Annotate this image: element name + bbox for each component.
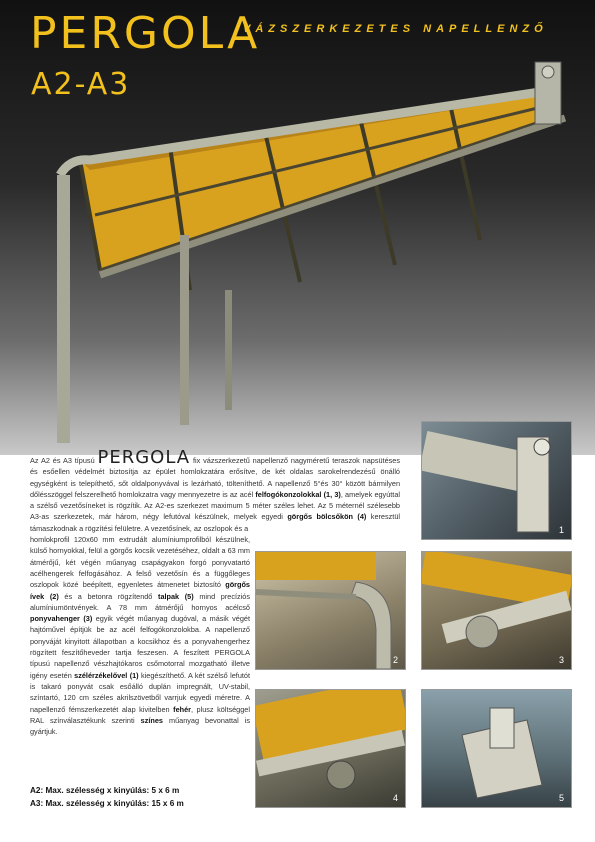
- bold-term: színes: [140, 715, 163, 725]
- bold-term: szélérzékelővel (1): [74, 670, 139, 680]
- specs-block: [30, 784, 184, 810]
- page-subtitle: VÁZSZERKEZETES NAPELLENZŐ: [243, 23, 548, 35]
- rear-post: [225, 290, 232, 410]
- model-label: A2-A3: [31, 67, 131, 102]
- front-post: [57, 175, 70, 443]
- spec-a3: A3: Max. szélesség x kinyúlás: 15 x 6 m: [30, 799, 184, 808]
- bold-term: ponyvahenger (3): [30, 614, 93, 624]
- photo-roller-cylinder: [421, 551, 572, 670]
- text-run: fix vázszerkezetű napellenző nagyméretű teraszok napsütéses és esőellen védelmét biztosítja az épület homlokzatára erősítve, de két oldalas sarokelrendezésű önálló egységként is telepíthető, sőt oldalponyvával is lezárható, tölteníthető. A napellenző 5°és 30° között bármilyen dőlésszöggel felszerelhető homlokzatra vagy mennyezetre is az acél: [30, 456, 400, 499]
- description-narrow-column: [30, 534, 250, 737]
- photo-roller-cradle: [255, 689, 406, 808]
- text-run: Az A2 és A3 típusú: [30, 456, 98, 465]
- text-run: egyik végét műanyag dugóval, a másik végét hajtóművel építjük be az acél felfogókonzolokba. A napellenző ponyváját kinyitott állapotban a kocsikhoz és a ponyvahengerhez rögzített feszítőheveder tartja feszesen. A feszített PERGOLA típusú napellenző vészhajtókaros csőmotorral mozgatható illetve igény esetén: [30, 614, 250, 680]
- text-run: , amelyek egyúttal a szélső vezetősíneket is rögzítik. Az A2-es szerkezet maximum 5 méter széles lehet. Az 5 méternél szélesebb A3-as szerkezetek, már három, négy lefutóval készülnek, melyek egyedi: [30, 489, 400, 522]
- bold-term: görgős ívek (2): [30, 580, 250, 601]
- photo-number: 2: [392, 655, 398, 665]
- roller-cradle-illustration: [256, 690, 405, 807]
- text-run: és a betonra rögzítendő: [58, 591, 159, 601]
- base-foot-illustration: [422, 690, 571, 807]
- bold-term: felfogókonzolokkal (1, 3): [255, 489, 341, 499]
- text-run: keresztül támaszkodnak a rögzítési felületre. A vezetősínek, az oszlopok és a: [30, 512, 400, 533]
- text-run: , plusz költséggel RAL színválasztékunk szerinti: [30, 704, 250, 725]
- bold-term: fehér: [173, 704, 191, 714]
- page-title: PERGOLA: [30, 8, 261, 59]
- photo-number: 4: [392, 793, 398, 803]
- roller-cylinder-illustration: [422, 552, 571, 669]
- text-run: műanyag bevonattal is gyártjuk.: [30, 715, 251, 737]
- middle-post: [180, 235, 189, 425]
- photo-base-foot: [421, 689, 572, 808]
- bold-term: talpak (5): [158, 591, 194, 601]
- bold-term: görgős bölcsőkön (4): [287, 512, 367, 522]
- text-run: mind precíziós alumíniumöntvények. A 78 mm átmérőjű hornyos acélcső: [30, 591, 250, 612]
- spec-a2: A2: Max. szélesség x kinyúlás: 5 x 6 m: [30, 786, 180, 795]
- product-name-inline: PERGOLA: [97, 447, 191, 468]
- awning-fabric: [80, 90, 560, 270]
- bracket-illustration: [422, 422, 571, 539]
- text-run: kiegészíthető. A két szélső lefutót is takaró ponyvát csak esőálló duplán impregnált, UV-stabil, színtartó, 120 cm széles akrilszövetből varrjuk egyedi méretre. A napellenző fémszerkezetét alap kivitelben: [30, 670, 250, 714]
- photo-roller-arc: [255, 551, 406, 670]
- photo-number: 5: [558, 793, 564, 803]
- photo-number: 3: [558, 655, 564, 665]
- text-run: homlokprofil 120x60 mm extrudált alumíniumprofilból készülnek, külső hornyokkal, felül a görgős kocsik vezetéséhez, oldalt a 63 mm átmérőjű, két végén műanyag csapágyakon forgó ponyvatartó acélhengerek felfogásához. A felső vezetősín és a függőleges oszlopok közé beépített, egyenletes átmenetet biztosító: [30, 535, 250, 590]
- photo-bracket-detail: [421, 421, 572, 540]
- roller-arc-illustration: [256, 552, 405, 669]
- photo-number: 1: [558, 525, 564, 535]
